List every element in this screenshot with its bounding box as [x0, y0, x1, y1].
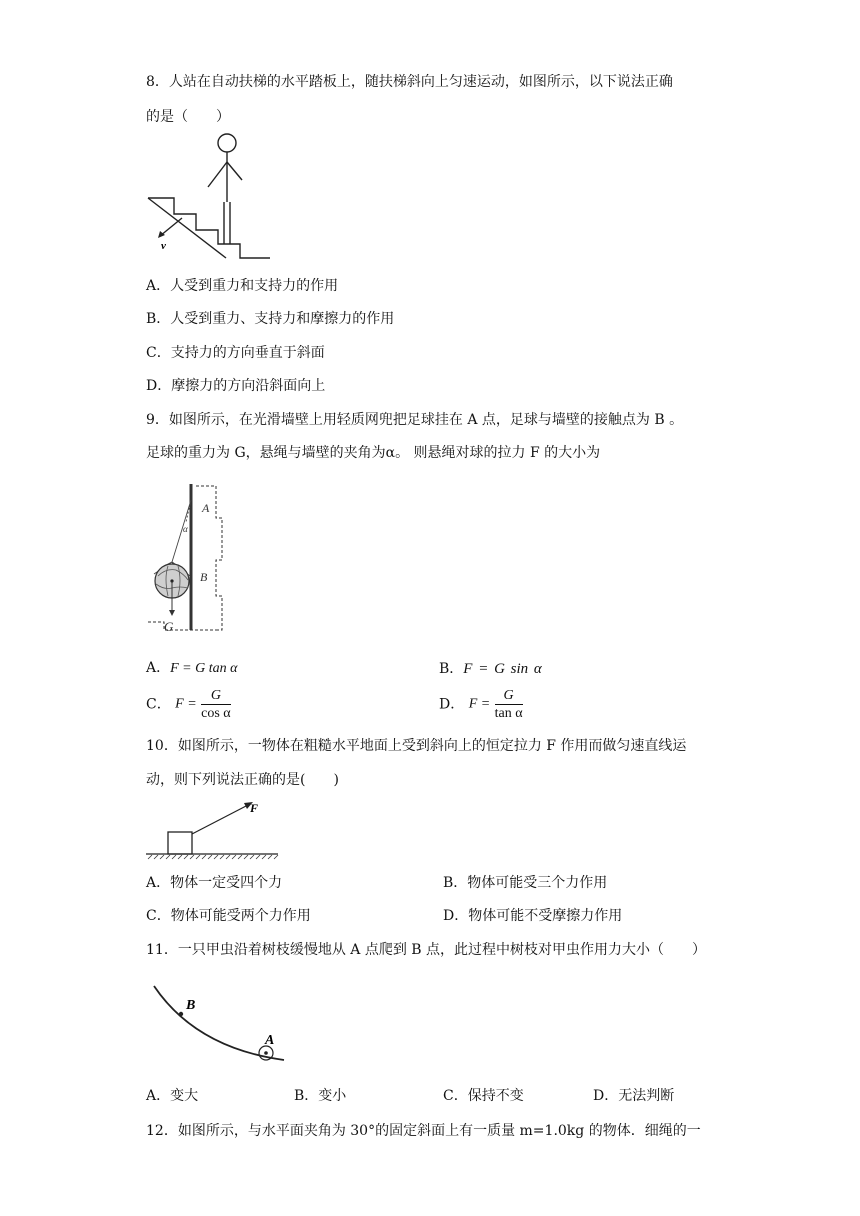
q10-block-figure: [146, 800, 281, 862]
q10-option-d: D．物体可能不受摩擦力作用: [443, 908, 623, 924]
q8-escalator-figure: [146, 132, 271, 268]
q9-gravity-label: G: [164, 619, 174, 634]
q11-point-b-label: B: [186, 998, 196, 1013]
q9-option-d: D． F = $\frac{G}{\text{tan α}}$: [439, 688, 523, 721]
q11-branch-figure: [150, 982, 290, 1064]
q9-point-b-label: B: [200, 570, 208, 584]
q10-option-c: C．物体可能受两个力作用: [146, 908, 311, 924]
q11-option-d: D．无法判断: [593, 1088, 675, 1104]
q10-stem-line2: 动，则下列说法正确的是( ): [146, 772, 339, 788]
q8-option-c: C．支持力的方向垂直于斜面: [146, 345, 325, 361]
q12-stem-line1: 12．如图所示，与水平面夹角为 30°的固定斜面上有一质量 m=1.0kg 的物体．细绳的一: [146, 1123, 701, 1139]
q9-stem-line2: 足球的重力为 G，悬绳与墙壁的夹角为α。 则悬绳对球的拉力 F 的大小为: [146, 445, 601, 461]
q9-option-a: A．F = G tan α: [146, 660, 238, 676]
q11-option-c: C．保持不变: [443, 1088, 524, 1104]
q9-point-a-label: A: [202, 501, 210, 515]
q11-point-a-label: A: [265, 1033, 275, 1048]
q10-option-a: A．物体一定受四个力: [146, 875, 283, 891]
q11-option-b: B．变小: [294, 1088, 347, 1104]
q9-option-b: B．F = G sin α: [439, 661, 542, 677]
q8-option-b: B．人受到重力、支持力和摩擦力的作用: [146, 311, 395, 327]
q9-football-figure: [146, 480, 236, 640]
q8-stem-line1: 8．人站在自动扶梯的水平踏板上，随扶梯斜向上匀速运动，如图所示，以下说法正确: [146, 74, 673, 90]
q9-option-c: C． F = $\frac{G}{\text{cos α}}$: [146, 688, 231, 721]
q10-option-b: B．物体可能受三个力作用: [443, 875, 608, 891]
q8-velocity-label: v: [161, 240, 166, 252]
q10-stem-line1: 10．如图所示，一物体在粗糙水平地面上受到斜向上的恒定拉力 F 作用而做匀速直线运: [146, 738, 687, 754]
q8-stem-line2: 的是（ ）: [146, 109, 230, 125]
q10-force-label: F: [250, 801, 259, 815]
q11-option-a: A．变大: [146, 1088, 199, 1104]
q9-alpha-label: α: [183, 524, 188, 534]
q11-stem-line1: 11．一只甲虫沿着树枝缓慢地从 A 点爬到 B 点，此过程中树枝对甲虫作用力大小（ ）: [146, 942, 707, 958]
q8-option-a: A．人受到重力和支持力的作用: [146, 278, 339, 294]
q8-option-d: D．摩擦力的方向沿斜面向上: [146, 378, 326, 394]
q9-stem-line1: 9．如图所示，在光滑墙壁上用轻质网兜把足球挂在 A 点，足球与墙壁的接触点为 B 。: [146, 412, 684, 428]
